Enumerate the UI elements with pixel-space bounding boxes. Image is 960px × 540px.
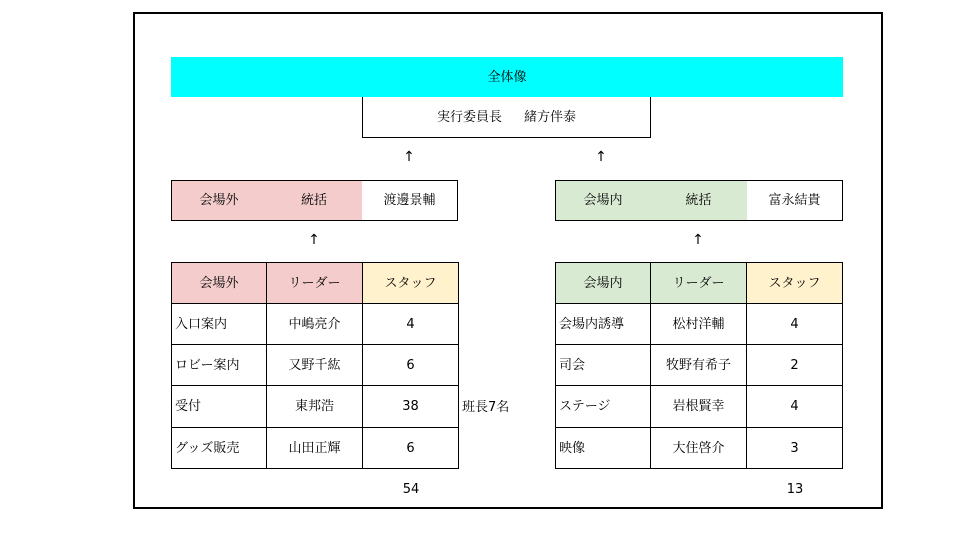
inside-row-leader: 岩根賢幸	[651, 386, 747, 428]
inside-header-leader: リーダー	[651, 262, 747, 304]
inside-row-leader: 大住啓介	[651, 428, 747, 469]
outside-row-task: 入口案内	[171, 304, 267, 345]
outside-row-leader: 又野千紘	[267, 345, 363, 386]
chair-role: 実行委員長	[436, 109, 502, 125]
outside-header-staff: スタッフ	[363, 262, 459, 304]
inside-summary-role: 統括	[650, 180, 747, 221]
outside-header-leader: リーダー	[267, 262, 363, 304]
outside-row-leader: 中嶋亮介	[267, 304, 363, 345]
outside-row-staff: 6	[363, 428, 459, 469]
inside-row-task: ステージ	[555, 386, 651, 428]
outside-row-leader: 山田正輝	[267, 428, 363, 469]
inside-staff-total: 13	[786, 482, 804, 497]
inside-row-leader: 松村洋輔	[651, 304, 747, 345]
outside-row-task: ロビー案内	[171, 345, 267, 386]
chair-name: 緒方伴泰	[524, 109, 577, 125]
inside-header-staff: スタッフ	[747, 262, 843, 304]
outside-summary-name: 渡邊景輔	[362, 180, 458, 221]
overview-title: 全体像	[171, 57, 843, 97]
inside-row-task: 会場内誘導	[555, 304, 651, 345]
up-arrow-icon: ↑	[403, 149, 415, 165]
outside-header-dept: 会場外	[171, 262, 267, 304]
inside-row-leader: 牧野有希子	[651, 345, 747, 386]
up-arrow-icon: ↑	[308, 232, 320, 248]
inside-row-staff: 3	[747, 428, 843, 469]
outside-row-staff: 38	[363, 386, 459, 428]
inside-header-dept: 会場内	[555, 262, 651, 304]
inside-row-staff: 2	[747, 345, 843, 386]
inside-row-staff: 4	[747, 386, 843, 428]
inside-row-staff: 4	[747, 304, 843, 345]
leader-count-note: 班長7名	[462, 399, 510, 415]
outside-row-leader: 東邦浩	[267, 386, 363, 428]
up-arrow-icon: ↑	[692, 232, 704, 248]
inside-row-task: 司会	[555, 345, 651, 386]
outside-summary-dept: 会場外	[171, 180, 266, 221]
inside-row-task: 映像	[555, 428, 651, 469]
inside-summary-dept: 会場内	[555, 180, 650, 221]
outside-row-task: グッズ販売	[171, 428, 267, 469]
outside-row-task: 受付	[171, 386, 267, 428]
outside-staff-total: 54	[402, 482, 420, 497]
outside-summary-role: 統括	[266, 180, 362, 221]
chair-box	[362, 97, 651, 138]
outside-row-staff: 6	[363, 345, 459, 386]
outside-row-staff: 4	[363, 304, 459, 345]
up-arrow-icon: ↑	[595, 149, 607, 165]
inside-summary-name: 富永結貴	[747, 180, 843, 221]
